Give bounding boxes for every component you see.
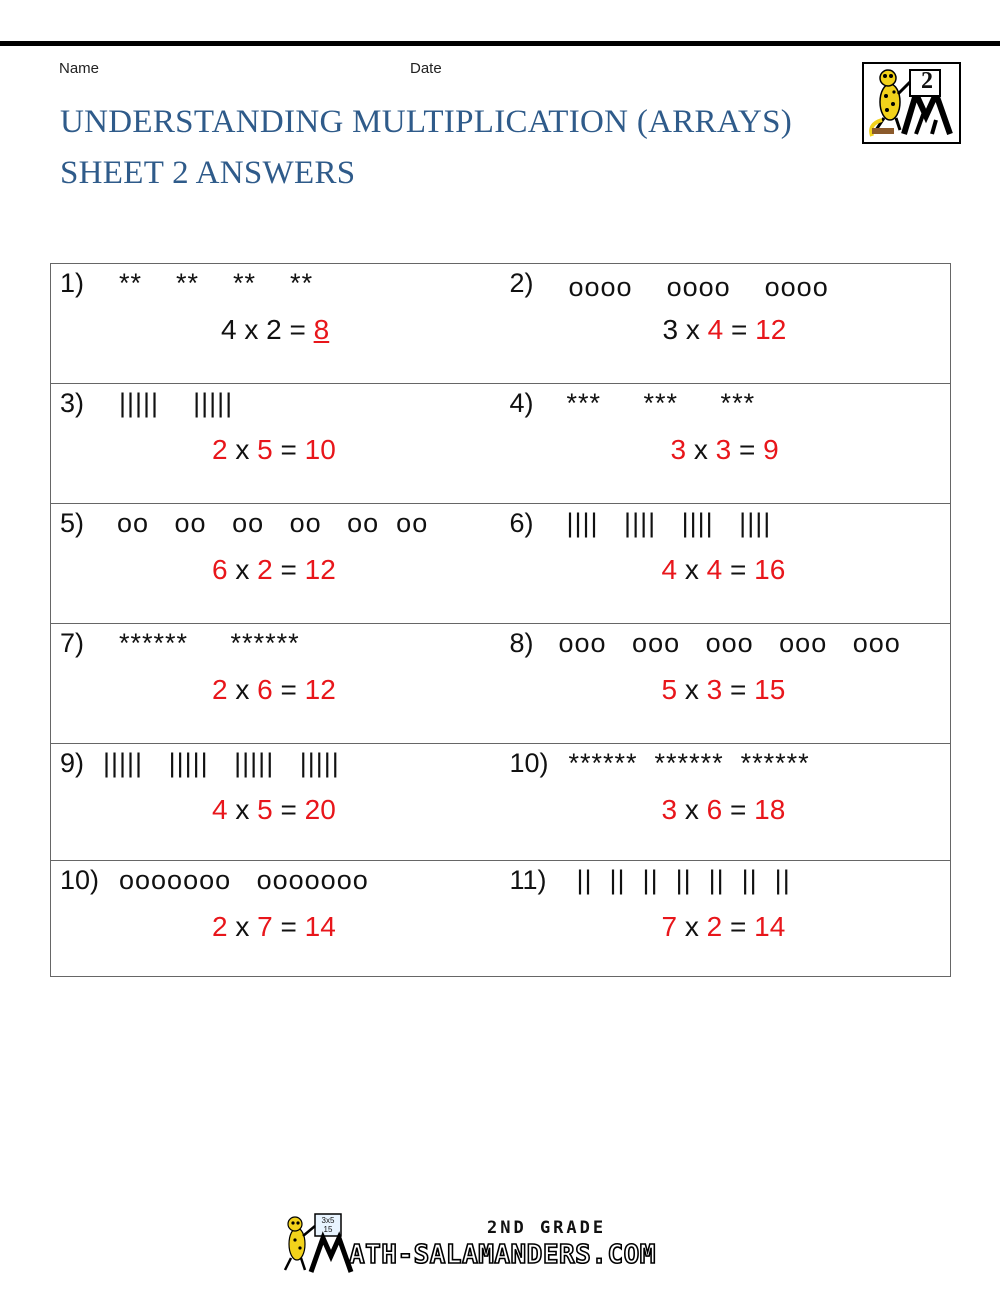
page-subtitle: SHEET 2 ANSWERS <box>60 155 356 191</box>
factor-a: 2 <box>212 434 228 465</box>
problem-cell <box>51 384 501 504</box>
factor-b: 6 <box>257 674 273 705</box>
factor-b: 3 <box>715 434 732 465</box>
factor-a: 4 <box>661 554 678 585</box>
footer-logo <box>275 1212 730 1274</box>
times-sign: x <box>677 794 707 825</box>
factor-a: 2 <box>212 674 228 705</box>
problem-number: 8) <box>509 628 534 658</box>
equation <box>501 674 1000 706</box>
problem-number: 10) <box>509 748 549 778</box>
times-sign: x <box>677 674 707 705</box>
table-row <box>51 744 951 861</box>
equals-sign: = <box>722 674 755 705</box>
problem-number: 2) <box>509 268 534 298</box>
answer-product: 14 <box>304 911 336 942</box>
table-row <box>51 624 951 744</box>
table-row <box>51 861 951 977</box>
times-sign: x <box>227 674 258 705</box>
problem-cell <box>501 264 951 384</box>
equals-sign: = <box>272 674 305 705</box>
salamander-logo-icon <box>275 1212 355 1274</box>
array-pattern: ****** ****** <box>119 628 300 658</box>
salamander-logo-icon <box>864 64 959 142</box>
answer-product: 10 <box>304 434 336 465</box>
date-label: Date <box>410 60 442 77</box>
equation <box>501 911 1000 943</box>
factor-b: 4 <box>706 554 723 585</box>
problem-cell <box>51 624 501 744</box>
problem-cell <box>501 384 951 504</box>
page-title: UNDERSTANDING MULTIPLICATION (ARRAYS) <box>60 104 793 140</box>
problem-number: 5) <box>60 508 85 538</box>
times-sign: x <box>677 911 707 942</box>
array-pattern: ** ** ** ** <box>119 268 314 298</box>
answer-product: 20 <box>304 794 336 825</box>
times-sign: x <box>227 911 258 942</box>
equals-sign: = <box>723 314 756 345</box>
problem-cell <box>51 264 501 384</box>
equals-sign: = <box>272 434 305 465</box>
factor-a: 5 <box>661 674 678 705</box>
factor-a: 4 <box>221 314 237 345</box>
answer-product: 9 <box>763 434 779 465</box>
factor-a: 2 <box>212 911 228 942</box>
array-pattern: oooo oooo oooo <box>568 272 829 302</box>
factor-b: 2 <box>257 554 273 585</box>
answers-table <box>50 263 951 977</box>
problem-cell <box>501 504 951 624</box>
equation <box>501 554 1000 586</box>
equation <box>501 794 1000 826</box>
math-salamanders-logo <box>862 62 961 144</box>
footer-badge: 3x5 15 <box>321 1216 335 1234</box>
problem-cell <box>51 744 501 861</box>
factor-a: 3 <box>670 434 687 465</box>
problem-number: 7) <box>60 628 85 658</box>
factor-b: 6 <box>706 794 723 825</box>
times-sign: x <box>686 434 716 465</box>
equals-sign: = <box>272 554 305 585</box>
problem-cell <box>501 861 951 977</box>
times-sign: x <box>227 434 258 465</box>
array-pattern: || || || || || || || <box>576 865 791 895</box>
equals-sign: = <box>272 911 305 942</box>
problem-number: 11) <box>509 865 547 895</box>
factor-b: 5 <box>257 794 273 825</box>
problem-number: 3) <box>60 388 85 418</box>
answer-product: 15 <box>754 674 786 705</box>
equals-sign: = <box>281 314 314 345</box>
problem-cell <box>501 744 951 861</box>
answer-product: 12 <box>304 674 336 705</box>
answer-product: 8 <box>313 314 330 345</box>
problem-number: 6) <box>509 508 534 538</box>
problem-number: 10) <box>60 865 100 895</box>
footer-site-name: ATH-SALAMANDERS.COM <box>349 1240 656 1270</box>
factor-a: 6 <box>212 554 228 585</box>
answer-product: 18 <box>754 794 786 825</box>
factor-b: 2 <box>706 911 723 942</box>
factor-a: 7 <box>661 911 678 942</box>
answer-product: 12 <box>304 554 336 585</box>
table-row <box>51 504 951 624</box>
times-sign: x <box>227 794 258 825</box>
times-sign: x <box>227 554 258 585</box>
top-rule <box>0 41 1000 46</box>
array-pattern: ****** ****** ****** <box>568 748 810 778</box>
times-sign: x <box>678 314 708 345</box>
answer-product: 12 <box>755 314 787 345</box>
factor-b: 5 <box>257 434 273 465</box>
array-pattern: oo oo oo oo oo oo <box>117 508 429 538</box>
array-pattern: ooo ooo ooo ooo ooo <box>558 628 901 658</box>
factor-b: 2 <box>266 314 282 345</box>
answer-product: 16 <box>754 554 786 585</box>
table-row <box>51 384 951 504</box>
problem-number: 9) <box>60 748 85 778</box>
factor-a: 3 <box>661 794 678 825</box>
problem-cell <box>51 504 501 624</box>
factor-a: 3 <box>662 314 679 345</box>
equation <box>501 434 1000 466</box>
array-pattern: ooooooo ooooooo <box>119 865 369 895</box>
times-sign: x <box>236 314 267 345</box>
equation <box>501 314 1000 346</box>
problem-number: 1) <box>60 268 85 298</box>
array-pattern: |||| |||| |||| |||| <box>566 508 772 538</box>
factor-b: 3 <box>706 674 723 705</box>
footer-grade: 2ND GRADE <box>487 1218 607 1238</box>
equals-sign: = <box>731 434 764 465</box>
array-pattern: ||||| ||||| ||||| ||||| <box>103 748 340 778</box>
array-pattern: ||||| ||||| <box>119 388 234 418</box>
equals-sign: = <box>272 794 305 825</box>
grade-badge: 2 <box>921 68 933 94</box>
problem-cell <box>51 861 501 977</box>
table-row <box>51 264 951 384</box>
array-pattern: *** *** *** <box>566 388 756 418</box>
factor-a: 4 <box>212 794 228 825</box>
answer-product: 14 <box>754 911 786 942</box>
times-sign: x <box>677 554 707 585</box>
problem-cell <box>501 624 951 744</box>
equals-sign: = <box>722 794 755 825</box>
factor-b: 4 <box>707 314 724 345</box>
equals-sign: = <box>722 911 755 942</box>
problem-number: 4) <box>509 388 534 418</box>
factor-b: 7 <box>257 911 273 942</box>
name-label: Name <box>59 60 100 77</box>
equals-sign: = <box>722 554 755 585</box>
